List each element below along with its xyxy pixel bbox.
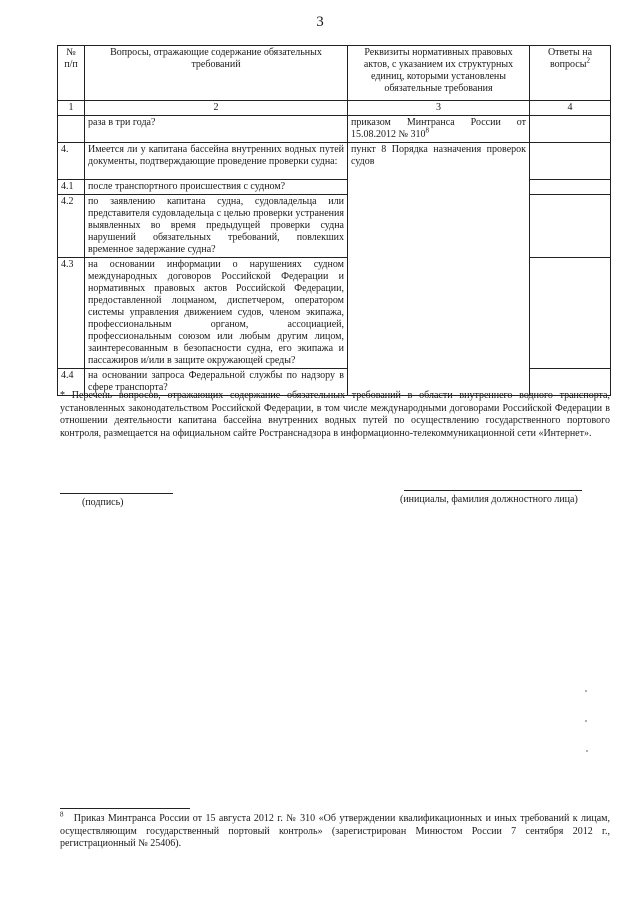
footnote-8-marker: 8 xyxy=(60,810,64,819)
header-requisites: Реквизиты нормативных правовых актов, с указанием их структурных единиц, которыми установлены обязательные требования xyxy=(348,46,530,101)
answer-cell[interactable] xyxy=(530,143,611,180)
official-name-line[interactable] xyxy=(404,490,582,491)
answer-cell[interactable] xyxy=(530,258,611,369)
table-row xyxy=(58,143,611,180)
row-question: раза в три года? xyxy=(85,116,348,143)
col-number-4: 4 xyxy=(530,101,611,116)
answer-cell[interactable] xyxy=(530,180,611,195)
table-row xyxy=(58,116,611,143)
row-requisites xyxy=(348,116,530,143)
col-number-1: 1 xyxy=(58,101,85,116)
row-num: 4.4 xyxy=(58,369,85,396)
row-num: 4.1 xyxy=(58,180,85,195)
scan-speck xyxy=(585,690,587,692)
answer-cell[interactable] xyxy=(530,195,611,258)
answer-cell[interactable] xyxy=(530,116,611,143)
signature-label: (подпись) xyxy=(82,497,124,508)
official-name-label: (инициалы, фамилия должностного лица) xyxy=(400,494,578,505)
row-question: после транспортного происшествия с судном? xyxy=(85,180,348,195)
row-question: Имеется ли у капитана бассейна внутренних водных путей документы, подтверждающие проведение проверки судна: xyxy=(85,143,348,180)
footnote-8-text: Приказ Минтранса России от 15 августа 2012 г. № 310 «Об утверждении квалификационных и иных требований к лицам, осуществляющим государственный портовый контроль» (зарегистрирован Минюстом России 7 сентября 2012 г., регистрационный № 25406). xyxy=(60,813,611,849)
signature-line[interactable] xyxy=(60,493,173,494)
footnote-divider xyxy=(60,808,190,809)
column-number-row xyxy=(58,101,611,116)
page-number: 3 xyxy=(316,14,324,30)
row-question: по заявлению капитана судна, судовладельца или представителя судовладельца с целью проверки устранения выявленных во время предыдущей проверки судна нарушений обязательных требований, повлекших временное задержание судна? xyxy=(85,195,348,258)
header-answers xyxy=(530,46,611,101)
col-number-2: 2 xyxy=(85,101,348,116)
header-question: Вопросы, отражающие содержание обязательных требований xyxy=(85,46,348,101)
scan-speck xyxy=(585,720,587,722)
row-num xyxy=(58,116,85,143)
row-requisites: пункт 8 Порядка назначения проверок судов xyxy=(348,143,530,396)
row-num: 4.3 xyxy=(58,258,85,369)
table-header-row xyxy=(58,46,611,101)
header-num: № п/п xyxy=(58,46,85,101)
scan-speck xyxy=(586,750,588,752)
header-answers-footnote-ref: 2 xyxy=(586,56,590,65)
col-number-3: 3 xyxy=(348,101,530,116)
header-answers-text: Ответы на вопросы xyxy=(547,47,593,70)
row-question: на основании запроса Федеральной службы по надзору в сфере транспорта? xyxy=(85,369,348,396)
row-num: 4. xyxy=(58,143,85,180)
requisites-text: приказом Минтранса России от 15.08.2012 № 310 xyxy=(351,117,526,140)
row-num: 4.2 xyxy=(58,195,85,258)
requisites-footnote-ref: 8 xyxy=(425,126,430,135)
footnote-8 xyxy=(60,810,611,851)
checklist-note: * Перечень вопросов, отражающих содержание обязательных требований в области внутреннего водного транспорта, установленных законодательством Российской Федерации, в том числе международными договорами Российской Федерации в отношении деятельности капитана бассейна внутренних водных путей по осуществлению государственного портового контроля, размещается на официальном сайте Ространснадзора в информационно-телекоммуникационной сети «Интернет». xyxy=(60,390,610,439)
row-question: на основании информации о нарушениях судном международных договоров Российской Федерации и нормативных правовых актов Российской Федерации, предоставленной лоцманом, диспетчером, оператором системы управления движением судов, членом экипажа, профессиональным органом, ассоциацией, профессиональным союзом или любым другим лицом, заинтересованным в безопасности судна, его экипажа и пассажиров и/или в защите окружающей среды? xyxy=(85,258,348,369)
requirements-table xyxy=(57,45,611,396)
